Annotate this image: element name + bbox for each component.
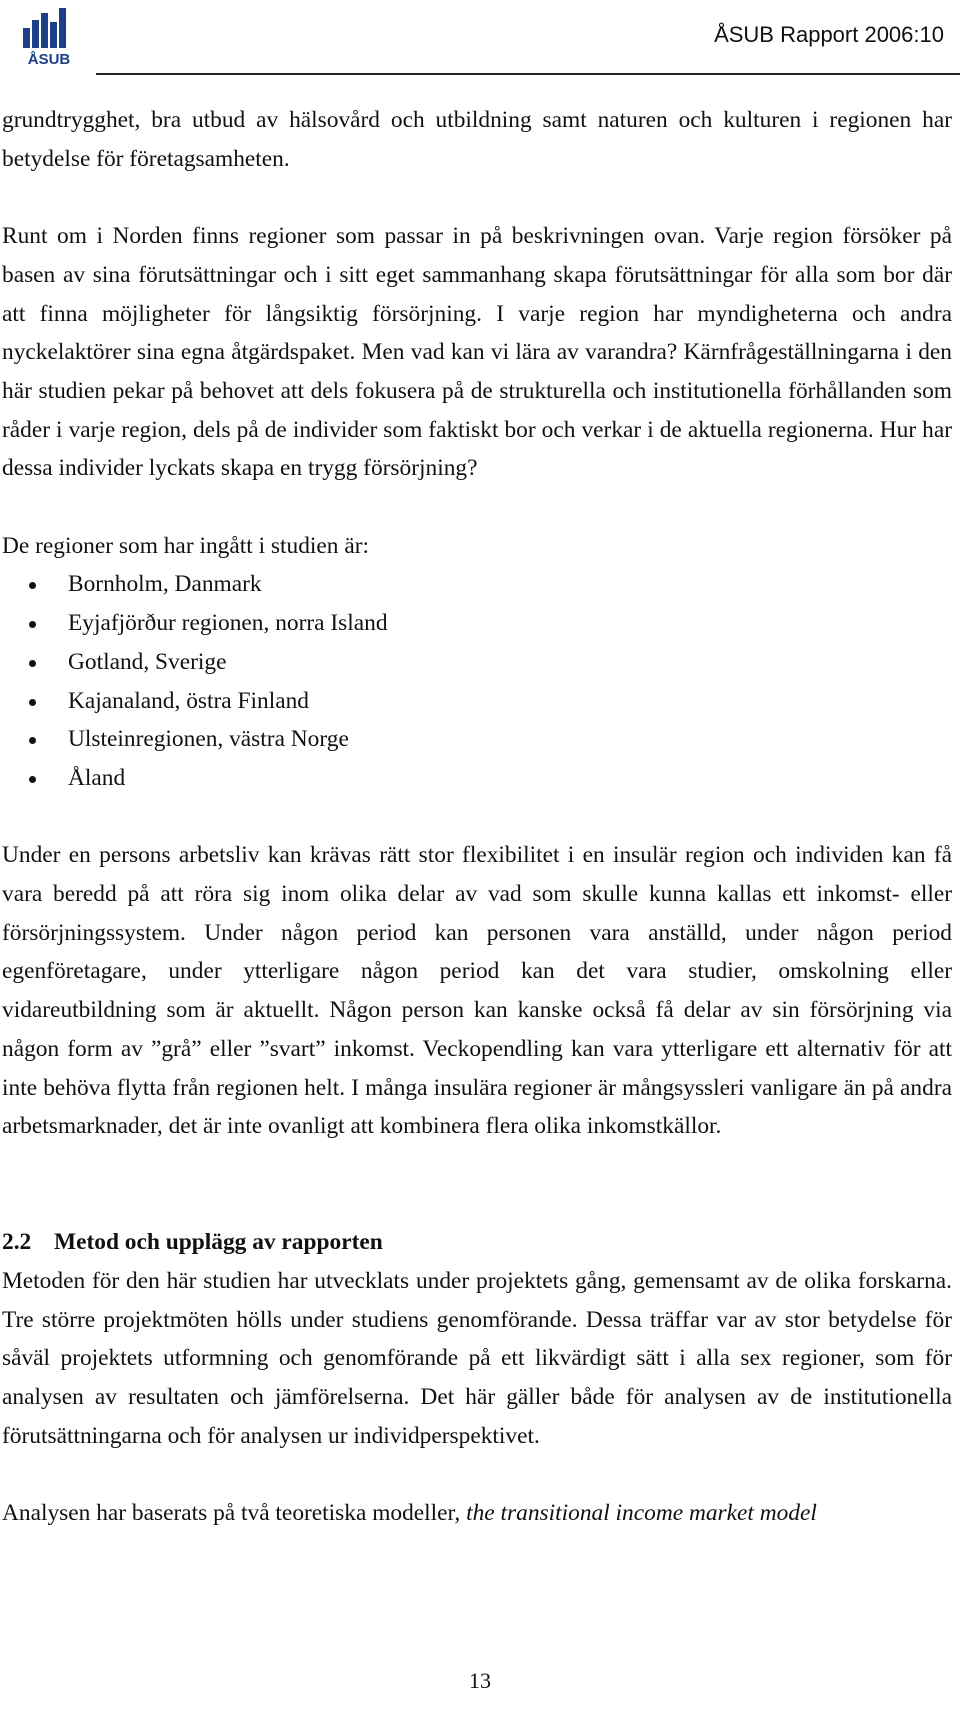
bullet-icon xyxy=(29,660,36,667)
paragraph: Under en persons arbetsliv kan krävas rätt stor flexibilitet i en insulär region och individen kan få vara beredd på att röra sig inom olika delar av vad som skulle kunna kallas ett inkomst- eller försörjningssystem. Under någon period kan personen vara anställd, under någon period egenföretagare, under ytterligare någon period kan det vara studier, omskolning eller vidareutbildning som är aktuellt. Någon person kan kanske också få delar av sin försörjning via någon form av ”grå” eller ”svart” inkomst. Veckopendling kan vara ytterligare ett alternativ för att inte behöva flytta från regionen helt. I många insulära regioner är mångsyssleri vanligare än på andra arbetsmarknader, det är inte ovanligt att kombinera flera olika inkomstkällor. xyxy=(2,842,952,1140)
bullet-icon xyxy=(29,621,36,628)
bullet-icon xyxy=(29,699,36,706)
bullet-icon xyxy=(29,737,36,744)
regions-list xyxy=(2,565,952,797)
section-title: Metod och upplägg av rapporten xyxy=(54,1229,383,1256)
model-name: the transitional income market model xyxy=(466,1500,817,1527)
list-item: Eyjafjörður regionen, norra Island xyxy=(2,604,952,643)
paragraph: Metoden för den här studien har utvecklats under projektets gång, gemensamt av de olika forskarna. Tre större projektmöten hölls under studiens genomförande. Dessa träffar var av stor betydelse för såväl projektets utformning och genomförande på ett likvärdigt sätt i alla sex regioner, som för analysen av resultaten och jämförelserna. Det här gäller både för analysen av de institutionella förutsättningarna och för analysen ur individperspektivet. xyxy=(2,1268,952,1449)
spacer xyxy=(2,1185,952,1224)
list-item: Kajanaland, östra Finland xyxy=(2,682,952,721)
logo-text: ÅSUB xyxy=(27,51,71,66)
page-number: 13 xyxy=(469,1668,491,1693)
paragraph: Runt om i Norden finns regioner som passar in på beskrivningen ovan. Varje region försöker på basen av sina förutsättningar och i sitt eget sammanhang skapa förutsättningar för alla som bor där att finna möjligheter för långsiktig försörjning. I varje region har myndigheterna och andra nyckelaktörer sina egna åtgärdspaket. Men vad kan vi lära av varandra? Kärnfrågeställningarna i den här studien pekar på behovet att dels fokusera på de strukturella och institutionella förhållanden som råder i varje region, dels på de individer som faktiskt bor och verkar i de aktuella regionerna. Hur har dessa individer lyckats skapa en trygg försörjning? xyxy=(2,223,952,482)
bullet-icon xyxy=(29,582,36,589)
list-item: Ulsteinregionen, västra Norge xyxy=(2,720,952,759)
paragraph: De regioner som har ingått i studien är: xyxy=(2,532,369,559)
section-number: 2.2 xyxy=(2,1229,32,1256)
asub-logo xyxy=(18,4,80,66)
report-title: ÅSUB Rapport 2006:10 xyxy=(714,22,944,47)
paragraph: Analysen har baserats på två teoretiska modeller, the transitional income market model xyxy=(2,1500,817,1527)
paragraph: grundtrygghet, bra utbud av hälsovård och utbildning samt naturen och kulturen i regionen har betydelse för företagsamheten. xyxy=(2,107,952,172)
bullet-icon xyxy=(29,776,36,783)
header-rule xyxy=(96,73,960,75)
list-item: Åland xyxy=(2,759,952,798)
page-header xyxy=(0,0,960,76)
list-item: Gotland, Sverige xyxy=(2,643,952,682)
section-heading xyxy=(2,1223,952,1262)
list-item: Bornholm, Danmark xyxy=(2,565,952,604)
page-body xyxy=(2,101,952,1572)
